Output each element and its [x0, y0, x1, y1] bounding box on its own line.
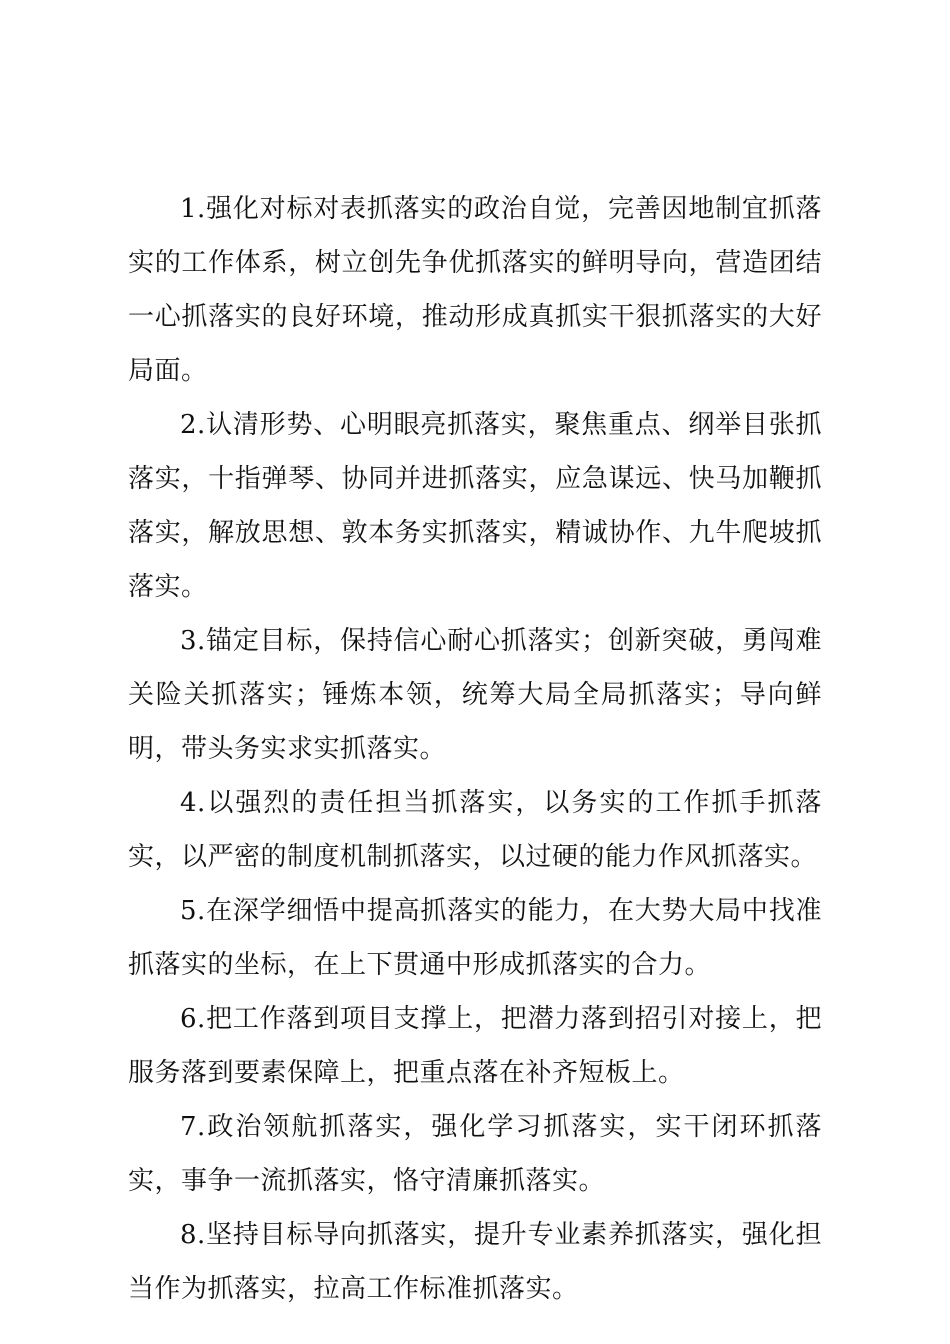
paragraph-4: 4.以强烈的责任担当抓落实，以务实的工作抓手抓落实，以严密的制度机制抓落实，以过硬的能力作风抓落实。 [128, 788, 822, 872]
paragraph-6: 6.把工作落到项目支撑上，把潜力落到招引对接上，把服务落到要素保障上，把重点落在补齐短板上。 [128, 1004, 822, 1088]
document-body [128, 182, 822, 1316]
paragraph-2: 2.认清形势、心明眼亮抓落实，聚焦重点、纲举目张抓落实，十指弹琴、协同并进抓落实，应急谋远、快马加鞭抓落实，解放思想、敦本务实抓落实，精诚协作、九牛爬坡抓落实。 [128, 410, 822, 602]
paragraph-8: 8.坚持目标导向抓落实，提升专业素养抓落实，强化担当作为抓落实，拉高工作标准抓落实。 [128, 1220, 822, 1304]
paragraph-7: 7.政治领航抓落实，强化学习抓落实，实干闭环抓落实，事争一流抓落实，恪守清廉抓落实。 [128, 1112, 822, 1196]
paragraph-5: 5.在深学细悟中提高抓落实的能力，在大势大局中找准抓落实的坐标，在上下贯通中形成抓落实的合力。 [128, 896, 822, 980]
paragraph-3: 3.锚定目标，保持信心耐心抓落实；创新突破，勇闯难关险关抓落实；锤炼本领，统筹大局全局抓落实；导向鲜明，带头务实求实抓落实。 [128, 626, 822, 764]
paragraph-1: 1.强化对标对表抓落实的政治自觉，完善因地制宜抓落实的工作体系，树立创先争优抓落实的鲜明导向，营造团结一心抓落实的良好环境，推动形成真抓实干狠抓落实的大好局面。 [128, 194, 822, 386]
